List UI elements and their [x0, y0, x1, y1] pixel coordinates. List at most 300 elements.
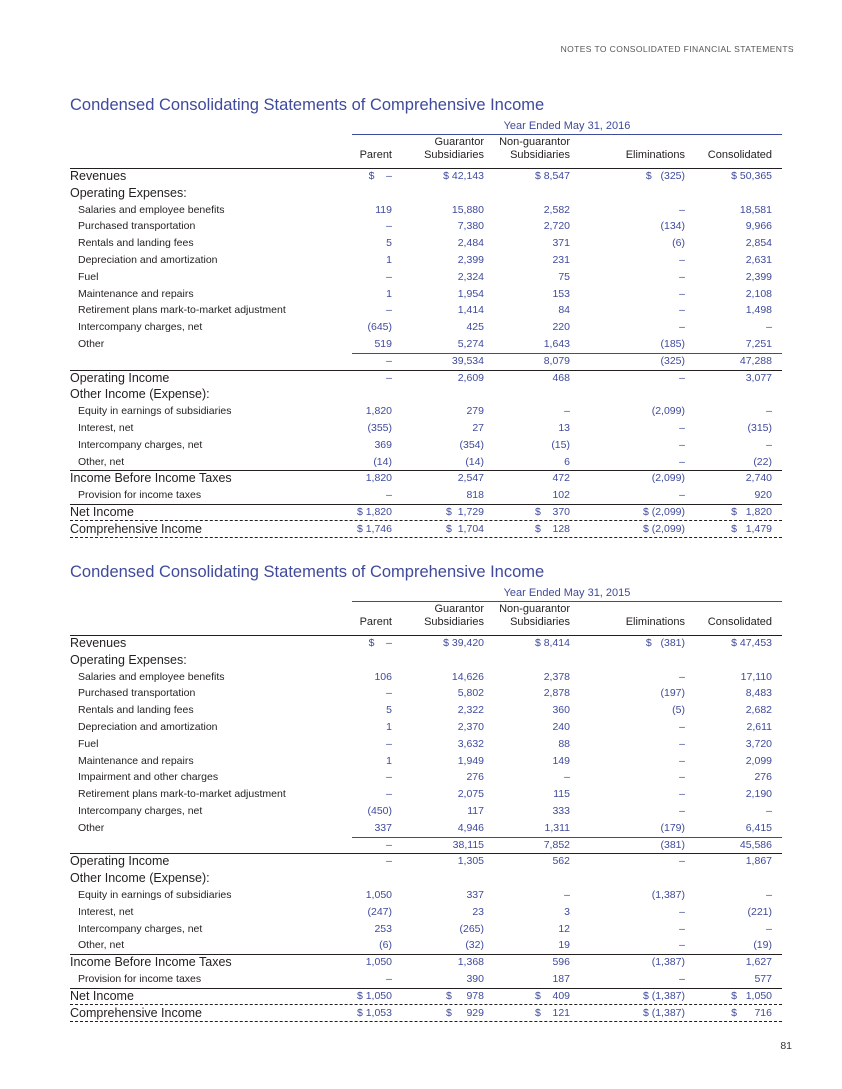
cell-consolidated: 2,854: [745, 237, 772, 250]
table-row: [70, 870, 782, 887]
table-row: [70, 319, 782, 336]
cell-non-guarantor: $ 409: [534, 989, 570, 1002]
cell-consolidated: –: [766, 405, 772, 418]
col-header-consolidated: Consolidated: [707, 149, 772, 161]
cell-parent: –: [386, 838, 392, 851]
cell-consolidated: 6,415: [745, 821, 772, 834]
table-row: [70, 218, 782, 235]
cell-non-guarantor: 13: [558, 422, 570, 434]
cell-guarantor: 4,946: [457, 821, 484, 834]
cell-eliminations: –: [679, 287, 685, 300]
table-row: [70, 202, 782, 219]
cell-non-guarantor: –: [564, 889, 570, 901]
table-row: [70, 353, 782, 370]
table-row: [70, 786, 782, 803]
cell-parent: (450): [367, 805, 392, 817]
cell-consolidated: (22): [753, 455, 772, 468]
row-label: Rentals and landing fees: [78, 237, 194, 250]
cell-consolidated: 3,720: [745, 737, 772, 750]
table-row: [70, 736, 782, 753]
row-label: Operating Expenses:: [70, 652, 187, 667]
row-label: Revenues: [70, 636, 127, 650]
dashed-rule: [70, 1021, 782, 1022]
cell-eliminations: –: [679, 754, 685, 767]
cell-consolidated: 2,631: [745, 254, 772, 266]
cell-guarantor: 1,954: [457, 287, 484, 300]
cell-guarantor: 1,305: [457, 855, 484, 868]
table-row: [70, 853, 782, 870]
cell-guarantor: 425: [466, 321, 484, 334]
col-header-non-guarantor: Non-guarantor Subsidiaries: [499, 136, 570, 161]
cell-consolidated: 9,966: [745, 220, 772, 233]
table-row: [70, 937, 782, 954]
table-row: [70, 487, 782, 504]
cell-eliminations: –: [679, 422, 685, 434]
table-row: [70, 336, 782, 353]
cell-eliminations: (134): [660, 220, 685, 233]
cell-consolidated: (315): [747, 422, 772, 434]
cell-guarantor: (354): [459, 438, 484, 451]
table-row: [70, 954, 782, 971]
col-header-consolidated: Consolidated: [707, 616, 772, 628]
cell-consolidated: 7,251: [745, 338, 772, 350]
page-number: 81: [780, 1040, 792, 1052]
cell-eliminations: (1,387): [651, 889, 685, 901]
cell-guarantor: 390: [466, 973, 484, 985]
period-heading: Year Ended May 31, 2015: [352, 587, 782, 602]
cell-consolidated: $ 716: [731, 1006, 772, 1019]
cell-consolidated: $ 1,479: [731, 522, 772, 535]
cell-non-guarantor: 88: [558, 737, 570, 750]
table-row: [70, 437, 782, 454]
cell-guarantor: 1,368: [457, 956, 484, 969]
cell-eliminations: –: [679, 771, 685, 784]
cell-eliminations: –: [679, 203, 685, 216]
cell-non-guarantor: 187: [552, 973, 570, 985]
table-row: [70, 370, 782, 387]
cell-eliminations: (381): [660, 838, 685, 851]
cell-non-guarantor: –: [564, 405, 570, 418]
table-row: [70, 921, 782, 938]
statement-title: Condensed Consolidating Statements of Comprehensive Income: [70, 96, 545, 114]
row-label: Net Income: [70, 505, 134, 519]
cell-parent: –: [386, 489, 392, 502]
cell-parent: $ –: [368, 637, 392, 649]
cell-guarantor: 5,274: [457, 338, 484, 350]
row-label: Equity in earnings of subsidiaries: [78, 889, 232, 901]
table-row: [70, 769, 782, 786]
table-row: [70, 685, 782, 702]
cell-consolidated: 920: [754, 489, 772, 502]
cell-parent: 106: [374, 670, 392, 683]
cell-consolidated: 1,498: [745, 304, 772, 317]
cell-guarantor: 2,322: [457, 704, 484, 717]
cell-eliminations: (5): [672, 704, 685, 717]
subtotal-rule: [352, 837, 782, 838]
col-header-guarantor: Guarantor Subsidiaries: [424, 603, 484, 628]
dashed-rule: [70, 537, 782, 538]
cell-parent: –: [386, 371, 392, 384]
cell-eliminations: $ (325): [645, 170, 685, 182]
cell-guarantor: 1,414: [457, 304, 484, 317]
cell-eliminations: $ (381): [645, 637, 685, 649]
cell-parent: (6): [379, 939, 392, 952]
cell-guarantor: 38,115: [452, 838, 484, 851]
cell-guarantor: (32): [465, 939, 484, 952]
row-label: Depreciation and amortization: [78, 721, 218, 733]
cell-parent: $ 1,746: [356, 522, 392, 535]
table-row: [70, 235, 782, 252]
cell-parent: (645): [367, 321, 392, 334]
cell-consolidated: –: [766, 889, 772, 901]
cell-eliminations: –: [679, 905, 685, 918]
cell-parent: –: [386, 304, 392, 317]
cell-non-guarantor: 468: [552, 371, 570, 384]
table-row: [70, 269, 782, 286]
row-label: Other, net: [78, 455, 125, 468]
cell-guarantor: 1,949: [457, 754, 484, 767]
row-label: Salaries and employee benefits: [78, 670, 225, 683]
row-label: Depreciation and amortization: [78, 254, 218, 266]
cell-non-guarantor: 240: [552, 721, 570, 733]
cell-eliminations: –: [679, 438, 685, 451]
row-label: Intercompany charges, net: [78, 805, 203, 817]
cell-consolidated: –: [766, 805, 772, 817]
row-label: Purchased transportation: [78, 687, 196, 700]
cell-parent: 1: [386, 721, 392, 733]
cell-parent: 1: [386, 254, 392, 266]
cell-guarantor: $ 1,729: [446, 506, 484, 518]
cell-guarantor: $ 978: [446, 989, 484, 1002]
statement-title: Condensed Consolidating Statements of Comprehensive Income: [70, 563, 545, 581]
cell-consolidated: 577: [754, 973, 772, 985]
row-label: Rentals and landing fees: [78, 704, 194, 717]
table-row: [70, 286, 782, 303]
cell-parent: 519: [374, 338, 392, 350]
table-row: [70, 753, 782, 770]
row-label: Revenues: [70, 169, 127, 183]
cell-non-guarantor: 1,643: [543, 338, 570, 350]
cell-consolidated: 17,110: [740, 670, 772, 683]
table-row: [70, 521, 782, 538]
cell-guarantor: 2,324: [457, 270, 484, 283]
cell-eliminations: –: [679, 805, 685, 817]
cell-guarantor: 818: [466, 489, 484, 502]
cell-consolidated: (221): [747, 905, 772, 918]
cell-parent: 5: [386, 704, 392, 717]
cell-consolidated: 47,288: [739, 354, 772, 367]
cell-non-guarantor: 472: [552, 472, 570, 485]
table-row: [70, 887, 782, 904]
cell-non-guarantor: 3: [564, 905, 570, 918]
cell-parent: (355): [367, 422, 392, 434]
cell-guarantor: 279: [466, 405, 484, 418]
cell-guarantor: $ 39,420: [443, 637, 484, 649]
cell-consolidated: 1,867: [745, 855, 772, 868]
table-row: [70, 302, 782, 319]
cell-eliminations: $ (2,099): [642, 506, 685, 518]
cell-eliminations: –: [679, 321, 685, 334]
cell-non-guarantor: 2,720: [543, 220, 570, 233]
cell-parent: 1,050: [365, 956, 392, 969]
cell-guarantor: 7,380: [457, 220, 484, 233]
col-header-parent: Parent: [359, 149, 392, 161]
running-header: NOTES TO CONSOLIDATED FINANCIAL STATEMENTS: [560, 44, 794, 54]
row-rule: [70, 635, 782, 636]
row-rule: [70, 853, 782, 854]
cell-guarantor: 39,534: [451, 354, 484, 367]
cell-eliminations: –: [679, 737, 685, 750]
period-heading: Year Ended May 31, 2016: [352, 120, 782, 135]
row-label: Fuel: [78, 270, 99, 283]
table-row: [70, 386, 782, 403]
cell-parent: (14): [373, 455, 392, 468]
cell-consolidated: $ 1,820: [731, 506, 772, 518]
cell-parent: –: [386, 687, 392, 700]
cell-guarantor: 2,075: [457, 788, 484, 801]
cell-consolidated: 2,399: [745, 270, 772, 283]
cell-non-guarantor: 84: [558, 304, 570, 317]
cell-eliminations: (2,099): [651, 405, 685, 418]
cell-parent: –: [386, 771, 392, 784]
row-label: Comprehensive Income: [70, 521, 203, 536]
row-label: Other Income (Expense):: [70, 871, 210, 886]
row-label: Comprehensive Income: [70, 1005, 203, 1020]
cell-guarantor: $ 1,704: [446, 522, 484, 535]
cell-consolidated: 276: [754, 771, 772, 784]
table-row: [70, 820, 782, 837]
table-row: [70, 635, 782, 652]
row-label: Other, net: [78, 939, 125, 952]
cell-guarantor: 276: [466, 771, 484, 784]
cell-consolidated: 2,108: [745, 287, 772, 300]
table-row: [70, 504, 782, 521]
cell-consolidated: 1,627: [745, 956, 772, 969]
row-rule: [70, 370, 782, 371]
cell-consolidated: 2,682: [745, 704, 772, 717]
row-label: Salaries and employee benefits: [78, 203, 225, 216]
table-row: [70, 652, 782, 669]
cell-parent: $ –: [368, 170, 392, 182]
cell-eliminations: –: [679, 455, 685, 468]
cell-non-guarantor: –: [564, 771, 570, 784]
cell-non-guarantor: (15): [551, 438, 570, 451]
cell-parent: $ 1,050: [356, 989, 392, 1002]
row-label: Retirement plans mark-to-market adjustment: [78, 788, 286, 801]
cell-guarantor: 27: [472, 422, 484, 434]
cell-non-guarantor: $ 128: [534, 522, 570, 535]
cell-non-guarantor: 115: [553, 788, 570, 801]
row-label: Purchased transportation: [78, 220, 196, 233]
cell-non-guarantor: $ 8,414: [534, 637, 570, 649]
cell-eliminations: –: [679, 254, 685, 266]
cell-non-guarantor: 7,852: [543, 838, 570, 851]
table-row: [70, 719, 782, 736]
row-label: Income Before Income Taxes: [70, 471, 232, 486]
cell-eliminations: (185): [660, 338, 685, 350]
cell-parent: 337: [374, 821, 392, 834]
cell-consolidated: –: [766, 922, 772, 935]
cell-consolidated: –: [766, 438, 772, 451]
cell-non-guarantor: 153: [552, 287, 570, 300]
row-label: Maintenance and repairs: [78, 754, 194, 767]
table-row: [70, 669, 782, 686]
col-header-eliminations: Eliminations: [625, 616, 685, 628]
cell-consolidated: 8,483: [745, 687, 772, 700]
row-label: Fuel: [78, 737, 99, 750]
cell-non-guarantor: 19: [558, 939, 570, 952]
cell-parent: $ 1,820: [356, 506, 392, 518]
row-label: Operating Expenses:: [70, 185, 187, 200]
cell-non-guarantor: 75: [558, 270, 570, 283]
cell-eliminations: –: [679, 270, 685, 283]
cell-eliminations: –: [679, 922, 685, 935]
row-label: Other Income (Expense):: [70, 387, 210, 402]
table-row: [70, 1005, 782, 1022]
cell-consolidated: 2,740: [745, 472, 772, 485]
row-rule: [70, 168, 782, 169]
cell-eliminations: (325): [660, 354, 685, 367]
cell-eliminations: –: [679, 304, 685, 317]
cell-eliminations: –: [679, 371, 685, 384]
cell-guarantor: 2,370: [457, 721, 484, 733]
cell-consolidated: 2,190: [745, 788, 772, 801]
cell-consolidated: $ 50,365: [731, 170, 772, 182]
cell-parent: 5: [386, 237, 392, 250]
cell-guarantor: 2,484: [457, 237, 484, 250]
cell-eliminations: –: [679, 788, 685, 801]
cell-parent: 1: [386, 287, 392, 300]
cell-non-guarantor: $ 121: [534, 1006, 570, 1019]
row-label: Impairment and other charges: [78, 771, 219, 784]
table-row: [70, 904, 782, 921]
row-label: Interest, net: [78, 905, 134, 918]
table-row: [70, 168, 782, 185]
table-row: [70, 803, 782, 820]
cell-eliminations: (2,099): [651, 472, 685, 485]
table-row: [70, 454, 782, 471]
cell-non-guarantor: 1,311: [544, 821, 570, 834]
subtotal-rule: [352, 353, 782, 354]
cell-guarantor: 117: [467, 805, 484, 817]
cell-consolidated: 2,611: [746, 721, 772, 733]
row-label: Intercompany charges, net: [78, 438, 203, 451]
cell-non-guarantor: 596: [552, 956, 570, 969]
cell-guarantor: $ 929: [446, 1006, 484, 1019]
table-row: [70, 702, 782, 719]
cell-consolidated: 2,099: [745, 754, 772, 767]
row-rule: [70, 954, 782, 955]
col-header-eliminations: Eliminations: [625, 149, 685, 161]
col-header-guarantor: Guarantor Subsidiaries: [424, 136, 484, 161]
cell-non-guarantor: 6: [564, 455, 570, 468]
table-row: [70, 470, 782, 487]
table-row: [70, 837, 782, 854]
cell-parent: –: [386, 973, 392, 985]
cell-eliminations: –: [679, 721, 685, 733]
cell-guarantor: 2,609: [457, 371, 484, 384]
table-row: [70, 971, 782, 988]
cell-guarantor: 2,399: [457, 254, 484, 266]
row-label: Provision for income taxes: [78, 489, 202, 502]
cell-eliminations: (6): [672, 237, 685, 250]
cell-guarantor: (265): [459, 922, 484, 935]
cell-non-guarantor: 2,378: [543, 670, 570, 683]
cell-parent: –: [386, 354, 392, 367]
row-label: Provision for income taxes: [78, 973, 202, 985]
cell-non-guarantor: 333: [552, 805, 570, 817]
cell-non-guarantor: 220: [552, 321, 570, 334]
row-label: Equity in earnings of subsidiaries: [78, 405, 232, 418]
table-row: [70, 185, 782, 202]
cell-parent: –: [386, 220, 392, 233]
cell-non-guarantor: 231: [552, 254, 570, 266]
cell-eliminations: –: [679, 489, 685, 502]
row-label: Operating Income: [70, 854, 170, 869]
cell-non-guarantor: 360: [552, 704, 570, 717]
cell-eliminations: $ (1,387): [642, 1006, 685, 1019]
cell-eliminations: –: [679, 939, 685, 952]
col-header-non-guarantor: Non-guarantor Subsidiaries: [499, 603, 570, 628]
cell-non-guarantor: 2,582: [543, 203, 570, 216]
row-label: Income Before Income Taxes: [70, 955, 232, 970]
row-rule: [70, 470, 782, 471]
table-row: [70, 252, 782, 269]
col-header-parent: Parent: [359, 616, 392, 628]
cell-parent: 369: [374, 438, 392, 451]
row-label: Net Income: [70, 988, 134, 1003]
cell-consolidated: –: [766, 321, 772, 334]
cell-parent: 1: [386, 754, 392, 767]
row-label: Other: [78, 821, 105, 834]
cell-guarantor: 2,547: [457, 472, 484, 485]
cell-parent: 1,820: [365, 405, 392, 418]
row-label: Intercompany charges, net: [78, 321, 203, 334]
table-row: [70, 988, 782, 1005]
cell-guarantor: 337: [466, 889, 484, 901]
cell-parent: –: [386, 788, 392, 801]
cell-eliminations: $ (1,387): [642, 989, 685, 1002]
cell-parent: –: [386, 855, 392, 868]
cell-eliminations: –: [679, 670, 685, 683]
cell-parent: 253: [374, 922, 392, 935]
cell-consolidated: $ 1,050: [731, 989, 772, 1002]
row-rule: [70, 504, 782, 505]
cell-eliminations: –: [679, 973, 685, 985]
cell-eliminations: (197): [660, 687, 685, 700]
cell-guarantor: 14,626: [451, 670, 484, 683]
cell-parent: –: [386, 737, 392, 750]
cell-parent: –: [386, 270, 392, 283]
cell-guarantor: 3,632: [457, 737, 484, 750]
cell-guarantor: 15,880: [451, 203, 484, 216]
cell-parent: 1,820: [365, 472, 392, 485]
cell-eliminations: (179): [660, 821, 685, 834]
cell-consolidated: 18,581: [739, 203, 772, 216]
cell-non-guarantor: $ 370: [534, 506, 570, 518]
row-label: Retirement plans mark-to-market adjustment: [78, 304, 286, 317]
cell-non-guarantor: 562: [552, 855, 570, 868]
cell-non-guarantor: 2,878: [543, 687, 570, 700]
cell-consolidated: 3,077: [745, 371, 772, 384]
cell-consolidated: $ 47,453: [731, 637, 772, 649]
row-label: Maintenance and repairs: [78, 287, 194, 300]
row-label: Operating Income: [70, 370, 170, 385]
cell-eliminations: $ (2,099): [642, 522, 685, 535]
cell-parent: $ 1,053: [356, 1006, 392, 1019]
cell-consolidated: 45,586: [739, 838, 772, 851]
cell-non-guarantor: $ 8,547: [534, 170, 570, 182]
